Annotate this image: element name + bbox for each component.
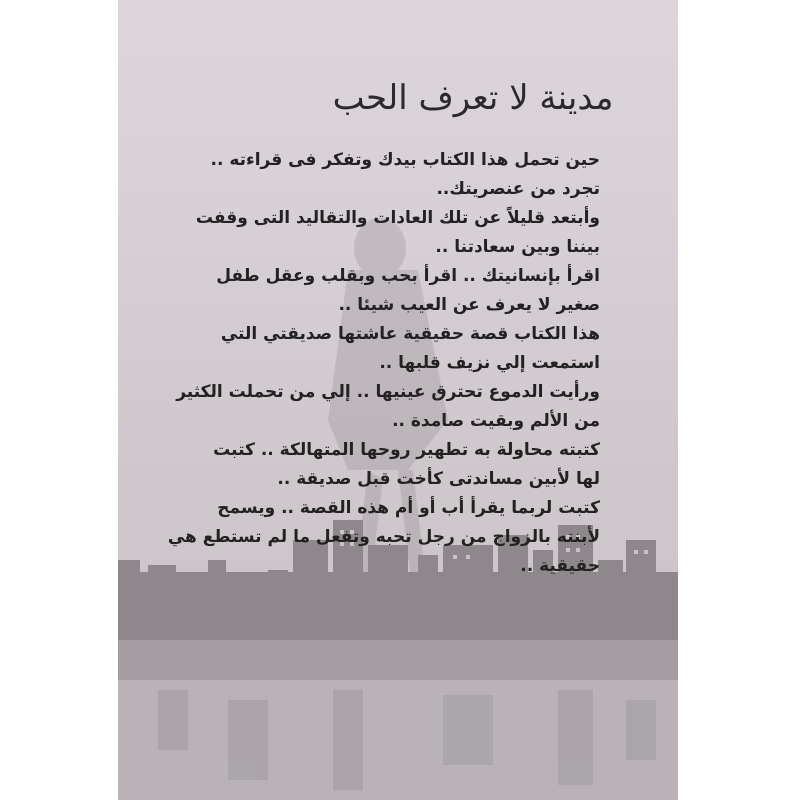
- blurb-line: هذا الكتاب قصة حقيقية عاشتها صديقتي التي: [220, 324, 600, 344]
- blurb-line: حين تحمل هذا الكتاب بيدك وتفكر فى قراءته ..: [210, 150, 600, 170]
- blurb-line: استمعت إلي نزيف قلبها ..: [379, 353, 600, 373]
- book-back-cover: [118, 0, 678, 800]
- blurb-line: ورأيت الدموع تحترق عينيها .. إلي من تحملت الكثير: [176, 382, 600, 402]
- blurb-line: لأبنته بالزواج من رجل تحبه وتفعل ما لم تستطع هي: [167, 527, 600, 547]
- blurb-line: حقيقية ..: [520, 556, 600, 576]
- blurb-line: كتبته محاولة به تطهير روحها المتهالكة .. كتبت: [213, 440, 600, 460]
- blurb-text: [167, 146, 600, 581]
- blurb-line: بيننا وبين سعادتنا ..: [435, 237, 600, 257]
- book-title: مدينة لا تعرف الحب: [332, 78, 614, 118]
- blurb-line: اقرأ بإنسانيتك .. اقرأ بحب وبقلب وعقل طفل: [216, 266, 600, 286]
- blurb-line: من الألم وبقيت صامدة ..: [392, 411, 600, 431]
- blurb-line: وأبتعد قليلاً عن تلك العادات والتقاليد التى وقفت: [195, 208, 600, 228]
- blurb-line: لها لأبين مساندتى كأخت قبل صديقة ..: [277, 469, 600, 489]
- blurb-line: كتبت لربما يقرأ أب أو أم هذه القصة .. ويسمح: [217, 498, 600, 518]
- blurb-line: تجرد من عنصريتك..: [436, 179, 600, 199]
- blurb-line: صغير لا يعرف عن العيب شيئا ..: [338, 295, 600, 315]
